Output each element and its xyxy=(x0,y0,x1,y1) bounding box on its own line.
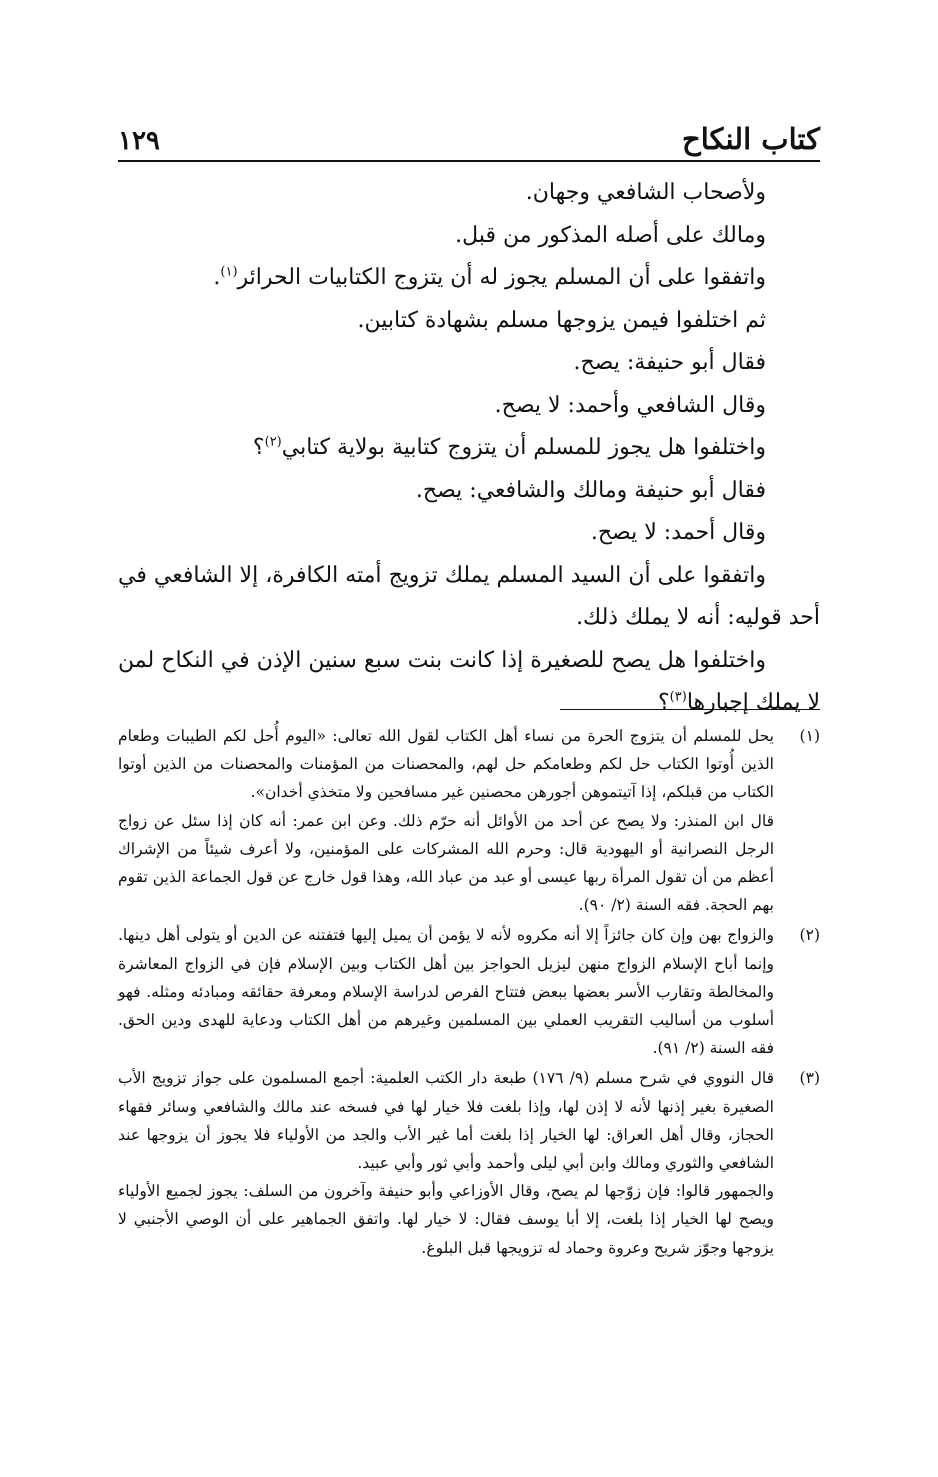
footnote-body xyxy=(118,921,774,1062)
footnote-text: والجمهور قالوا: فإن زوّجها لم يصح، وقال الأوزاعي وأبو حنيفة وآخرون من السلف: يجوز لجميع الأولياء ويصح لها الخيار إذا بلغت، إلا أبا يوسف فقال: لا خيار لها. واتفق الجماهير على أن الوصي الأجنبي لا يزوجها وجوّز شريح وعروة وحماد له تزويجها قبل البلوغ. xyxy=(118,1182,774,1257)
paragraph: فقال أبو حنيفة ومالك والشافعي: يصح. xyxy=(415,477,766,503)
running-header xyxy=(118,122,820,162)
footnote-ref: (٢) xyxy=(264,434,282,450)
footnote xyxy=(118,722,820,919)
punctuation: ؟ xyxy=(252,435,265,460)
footnote-text: قال ابن المنذر: ولا يصح عن أحد من الأوائل أنه حرّم ذلك. وعن ابن عمر: أنه كان إذا سئل عن زواج الرجل النصرانية أو اليهودية قال: وحرم الله المشركات على المؤمنين، ولا أعرف شيئاً من الإشراك أعظم من أن تقول المرأة ربها عيسى أو عبد من عباد الله، وهذا قول خارج عن قول الجماعة الذين تقوم بهم الحجة. فقه السنة (٢/ ٩٠). xyxy=(118,811,774,915)
main-text xyxy=(118,172,820,725)
footnote xyxy=(118,1064,820,1261)
footnotes xyxy=(118,722,820,1264)
paragraph: ومالك على أصله المذكور من قبل. xyxy=(455,222,766,248)
page-number: ١٢٩ xyxy=(118,126,160,156)
paragraph: ثم اختلفوا فيمن يزوجها مسلم بشهادة كتابين. xyxy=(357,307,766,333)
footnote-number: (٣) xyxy=(799,1069,820,1088)
paragraph: فقال أبو حنيفة: يصح. xyxy=(573,350,766,375)
footnote-separator xyxy=(560,709,820,710)
footnote-body xyxy=(118,722,774,919)
paragraph-text: واختلفوا هل يصح للصغيرة إذا كانت بنت سبع سنين الإذن في النكاح لمن لا يملك إجبارها xyxy=(118,647,820,715)
footnote-ref: (١) xyxy=(220,264,238,280)
paragraph: وقال الشافعي وأحمد: لا يصح. xyxy=(494,392,766,418)
footnote-number: (١) xyxy=(799,727,820,745)
punctuation: ؟ xyxy=(657,690,670,715)
footnote-text: والزواج بهن وإن كان جائزاً إلا أنه مكروه لأنه لا يؤمن أن يميل إليها فتفتنه عن الدين أو يتولى أهل دينها. وإنما أباح الإسلام الزواج منهن ليزيل الحواجز بين أهل الكتاب وبين الإسلام فإن في الزواج المعاشرة والمخالطة وتقارب الأسر بعضها ببعض فتتاح الفرص لدراسة الإسلام ومعرفة حقائقه ومبادئه ومثله. فهو أسلوب من أساليب التقريب العملي بين المسلمين وغيرهم من أهل الكتاب ودعاية للهدى ودين الحق. فقه السنة (٢/ ٩١). xyxy=(118,926,774,1058)
paragraph xyxy=(118,257,820,300)
paragraph: وقال أحمد: لا يصح. xyxy=(590,520,766,545)
footnote-number: (٢) xyxy=(799,926,820,945)
punctuation: . xyxy=(213,265,221,290)
paragraph xyxy=(118,427,820,470)
chapter-title: كتاب النكاح xyxy=(681,122,820,156)
paragraph-text: واتفقوا على أن المسلم يجوز له أن يتزوج الكتابيات الحرائر xyxy=(237,265,766,290)
paragraph: ولأصحاب الشافعي وجهان. xyxy=(525,180,766,205)
paragraph-text: واختلفوا هل يجوز للمسلم أن يتزوج كتابية بولاية كتابي xyxy=(281,435,766,460)
footnote-text: قال النووي في شرح مسلم (٩/ ١٧٦) طبعة دار الكتب العلمية: أجمع المسلمون على جواز تزويج الأب الصغيرة بغير إذنها لأنه لا إذن لها، وإذا بلغت فلا خيار لها في فسخه عند مالك والشافعي وسائر فقهاء الحجاز، وقال أهل العراق: لها الخيار إذا بلغت أما غير الأب والجد من الأولياء فلا يجوز أن يزوجها عند الشافعي والثوري ومالك وابن أبي ليلى وأحمد وأبي ثور وأبي عبيد. xyxy=(118,1069,775,1173)
footnote-text: يحل للمسلم أن يتزوج الحرة من نساء أهل الكتاب لقول الله تعالى: «اليوم أُحل لكم الطيبات وطعام الذين أُوتوا الكتاب حل لكم وطعامكم حل لهم، والمحصنات من المؤمنات والمحصنات من الذين أوتوا الكتاب من قبلكم، إذا آتيتموهن أجورهن محصنين غير مسافحين ولا متخذي أخدان». xyxy=(118,727,774,802)
footnote-body xyxy=(118,1064,774,1261)
paragraph: واتفقوا على أن السيد المسلم يملك تزويج أمته الكافرة، إلا الشافعي في أحد قوليه: أنه لا يملك ذلك. xyxy=(118,562,820,630)
footnote-ref: (٣) xyxy=(669,689,687,705)
paragraph xyxy=(118,640,820,725)
footnote xyxy=(118,921,820,1062)
